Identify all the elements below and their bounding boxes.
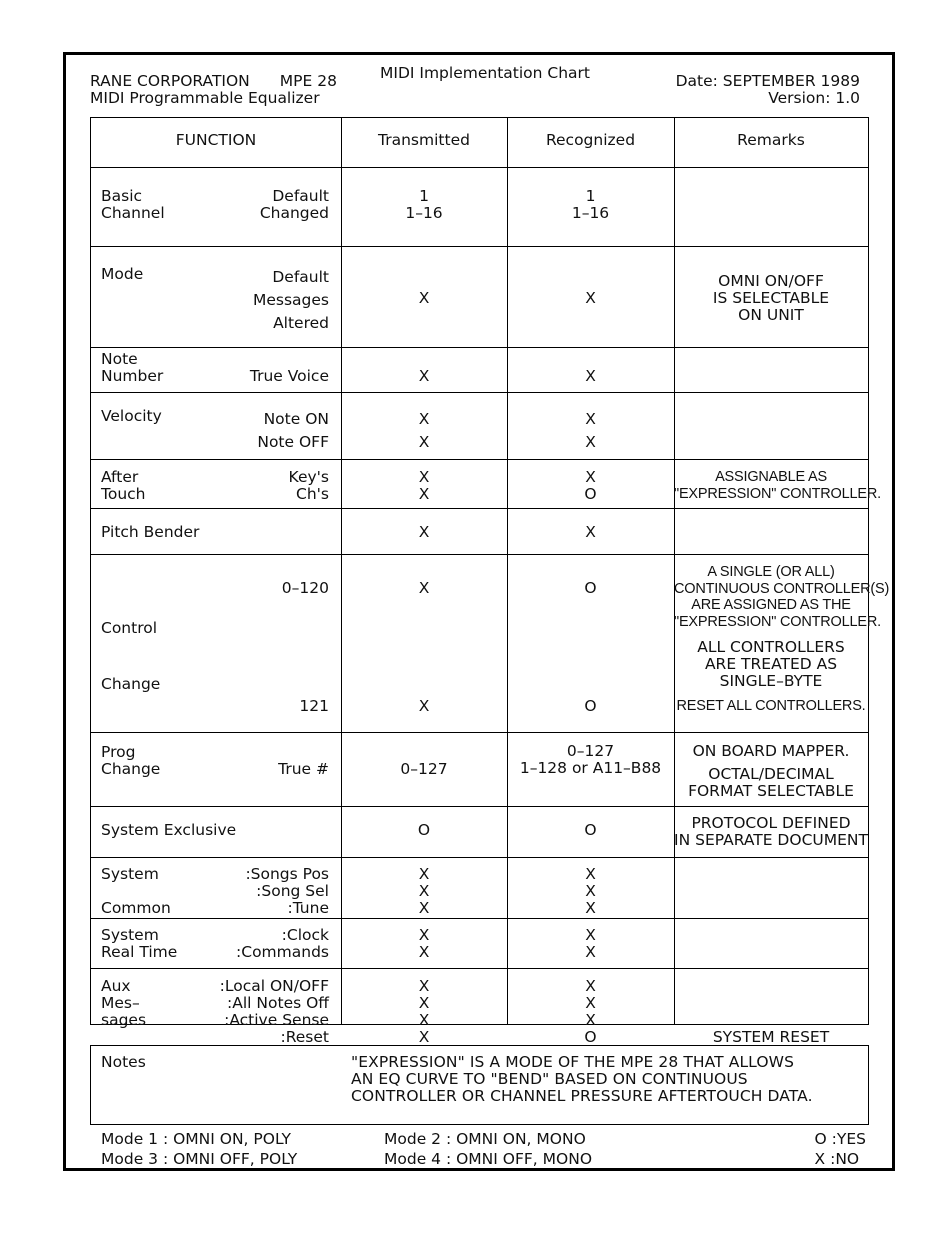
row-note-sub: True Voice [249,367,329,385]
row-common-sub: :Songs Pos :Song Sel :Tune [245,865,329,917]
row-divider [91,857,868,858]
header-remarks: Remarks [737,131,805,149]
row-mode-rx: X [585,289,596,307]
row-basic-rx: 1 1–16 [571,187,610,222]
chart-frame [63,52,895,1171]
row-aux-sub: :Local ON/OFF :All Notes Off :Active Sense :Reset [219,977,329,1046]
row-divider [91,347,868,348]
row-pitch-tx: X [418,523,430,541]
legend-no: X :NO [814,1150,860,1168]
row-aux-rx: X X X O [584,977,597,1046]
row-divider [91,459,868,460]
row-aux-tx: X X X X [418,977,430,1046]
row-aftertouch-sub: Key's Ch's [288,468,329,503]
row-control-rx1: O [584,579,597,597]
row-mode-name: Mode [101,265,144,283]
row-basic-tx: 1 1–16 [405,187,443,222]
row-realtime-name: System Real Time [101,926,178,961]
version-label: Version: 1.0 [768,89,860,107]
header-right [676,73,860,107]
row-divider [91,246,868,247]
row-divider [91,968,868,969]
header-function: FUNCTION [175,131,257,149]
row-control-sub1: 0–120 [281,579,329,597]
row-aftertouch-tx: X X [418,468,430,503]
header-transmitted: Transmitted [378,131,470,149]
row-velocity-rx: X X [585,410,596,451]
row-divider [91,554,868,555]
model-name: MPE 28 [279,72,337,90]
legend-yes: O :YES [814,1130,866,1148]
row-control-remark-b: ALL CONTROLLERS ARE TREATED AS SINGLE–BYTE [697,638,845,690]
row-velocity-sub: Note ON Note OFF [257,410,329,451]
row-common-name1: System [101,865,159,883]
row-prog-rx: 0–127 1–128 or A11–B88 [519,742,662,777]
row-divider [91,806,868,807]
row-aftertouch-rx: X O [584,468,597,503]
row-control-rx2: O [584,697,597,715]
row-mode-tx: X [418,289,430,307]
row-prog-remark: ON BOARD MAPPER. OCTAL/DECIMAL FORMAT SELECTABLE [688,742,854,800]
row-aux-name: Aux Mes– sages [101,977,147,1029]
row-common-rx: X X X [585,865,596,917]
date-label: Date: SEPTEMBER 1989 [675,72,860,90]
row-sysex-tx: O [417,821,431,839]
row-common-name2: Common [101,899,171,917]
row-note-tx: X [418,367,430,385]
row-sysex-rx: O [584,821,597,839]
row-control-name2: Change [101,675,161,693]
row-pitch-name: Pitch Bender [101,523,200,541]
row-mode-remark: OMNI ON/OFF IS SELECTABLE ON UNIT [712,272,830,324]
row-control-sub2: 121 [299,697,329,715]
row-realtime-sub: :Clock :Commands [236,926,329,961]
header-left [90,73,337,107]
notes-label: Notes [101,1053,146,1071]
row-sysex-remark: PROTOCOL DEFINED IN SEPARATE DOCUMENT [674,814,868,849]
row-control-remark-c: RESET ALL CONTROLLERS. [676,698,866,714]
row-prog-name: Prog Change [101,743,161,778]
company-name: RANE CORPORATION [90,72,250,90]
row-prog-sub: True # [278,760,329,778]
row-sysex-name: System Exclusive [101,821,237,839]
footer-legend [815,1129,866,1169]
row-note-name: Note Number [101,350,164,385]
footer-modes-right: Mode 2 : OMNI ON, MONO Mode 4 : OMNI OFF, MONO [384,1130,593,1168]
row-divider [91,392,868,393]
row-control-tx1: X [418,579,430,597]
row-basic-name: Basic Channel [101,187,165,222]
row-divider [91,732,868,733]
row-control-remark-a: A SINGLE (OR ALL) CONTINUOUS CONTROLLER(S) ARE ASSIGNED AS THE "EXPRESSION" CONTROLLER. [674,564,890,630]
row-control-name1: Control [101,619,158,637]
row-pitch-rx: X [585,523,596,541]
chart-title: MIDI Implementation Chart [380,64,590,82]
row-basic-sub: Default Changed [259,187,329,222]
row-aftertouch-remark: ASSIGNABLE AS "EXPRESSION" CONTROLLER. [674,469,881,502]
notes-text: "EXPRESSION" IS A MODE OF THE MPE 28 THAT ALLOWS AN EQ CURVE TO "BEND" BASED ON CONTINUOUS CONTROLLER OR CHANNEL PRESSURE AFTERTOUCH DATA. [351,1053,813,1105]
row-realtime-tx: X X [418,926,430,961]
row-mode-sub: Default Messages Altered [252,268,329,332]
notes-box [90,1045,869,1125]
row-divider [91,508,868,509]
footer-modes-left: Mode 1 : OMNI ON, POLY Mode 3 : OMNI OFF, POLY [101,1130,298,1168]
row-aux-remark: SYSTEM RESET [712,1028,830,1046]
implementation-table [90,117,890,1046]
product-name: MIDI Programmable Equalizer [90,89,320,107]
row-note-rx: X [585,367,596,385]
row-velocity-name: Velocity [101,407,162,425]
row-realtime-rx: X X [585,926,596,961]
row-control-tx2: X [418,697,430,715]
row-common-tx: X X X [418,865,430,917]
row-divider [91,918,868,919]
row-velocity-tx: X X [418,410,430,451]
row-aftertouch-name: After Touch [101,468,146,503]
header-recognized: Recognized [545,131,636,149]
row-divider [91,167,868,168]
row-prog-tx: 0–127 [400,760,448,778]
